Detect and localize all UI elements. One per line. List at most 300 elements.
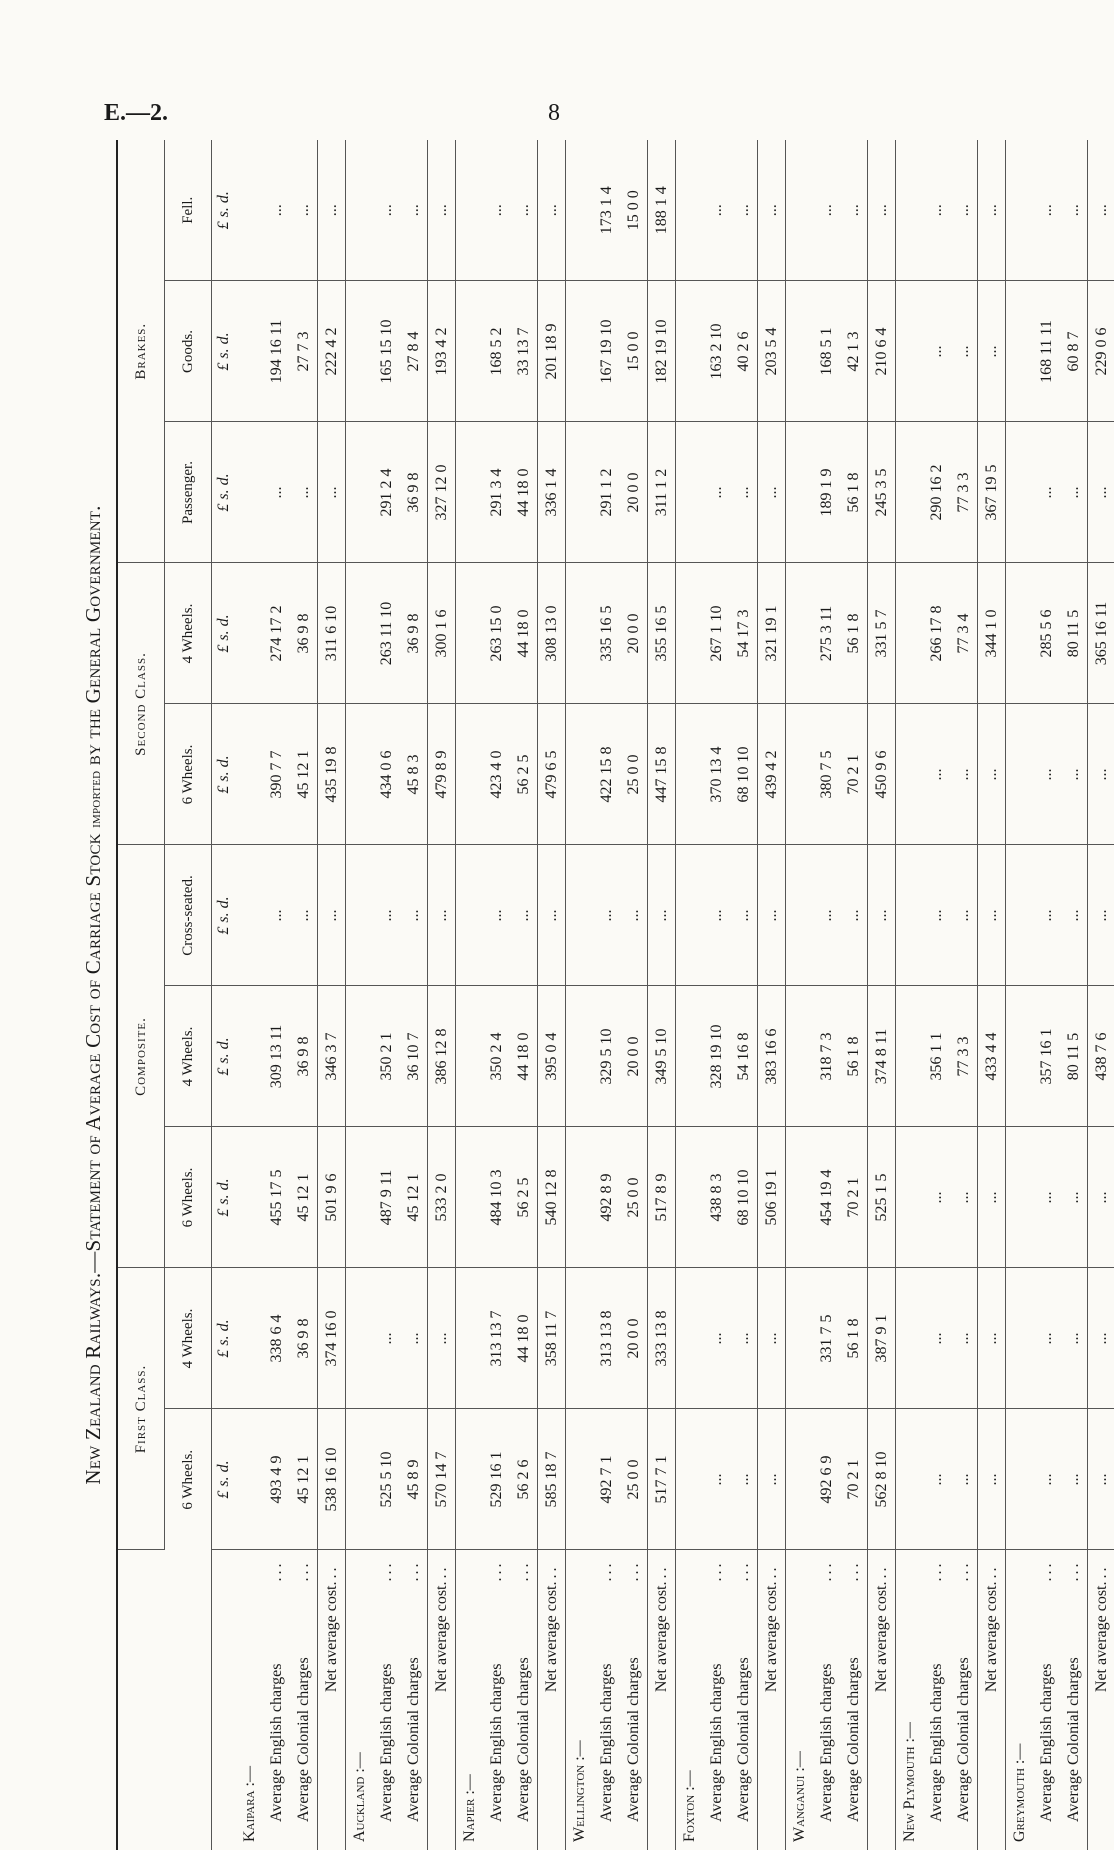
unit-row: [212, 140, 237, 1850]
value-cell: 36 9 8: [400, 422, 428, 563]
row-label: [840, 1550, 868, 1850]
value-cell: 492 8 9: [593, 1127, 620, 1268]
row-label: [1006, 1550, 1034, 1850]
charges-row: [923, 140, 950, 1850]
value-cell: 44 18 0: [510, 1268, 538, 1409]
value-cell: [236, 1127, 263, 1268]
value-cell: ...: [400, 1268, 428, 1409]
value-cell: ...: [400, 140, 428, 281]
value-cell: [1006, 1127, 1034, 1268]
railway-section-row: [236, 140, 263, 1850]
value-cell: ...: [483, 140, 510, 281]
value-cell: ...: [1033, 422, 1060, 563]
value-cell: ...: [703, 1409, 730, 1550]
value-cell: 370 13 4: [703, 704, 730, 845]
value-cell: [236, 1268, 263, 1409]
value-cell: [1006, 281, 1034, 422]
column-header: Fell.: [165, 140, 212, 281]
value-cell: ...: [1033, 1409, 1060, 1550]
row-label: [538, 1550, 566, 1850]
value-cell: [346, 1127, 374, 1268]
value-cell: 435 19 8: [318, 704, 346, 845]
value-cell: [346, 986, 374, 1127]
value-cell: 335 16 5: [593, 563, 620, 704]
value-cell: ...: [950, 1268, 978, 1409]
value-cell: [896, 281, 924, 422]
unit-cell: £ s. d.: [212, 704, 237, 845]
value-cell: [346, 422, 374, 563]
unit-cell: £ s. d.: [212, 1409, 237, 1550]
charges-row: [593, 140, 620, 1850]
value-cell: 274 17 2: [263, 563, 290, 704]
value-cell: [786, 1409, 814, 1550]
value-cell: 355 16 5: [648, 563, 676, 704]
value-cell: [676, 422, 704, 563]
value-cell: 201 18 9: [538, 281, 566, 422]
row-label: [236, 1550, 263, 1850]
value-cell: ...: [978, 1268, 1006, 1409]
value-cell: 291 2 4: [373, 422, 400, 563]
value-cell: [236, 563, 263, 704]
value-cell: [1006, 1409, 1034, 1550]
value-cell: 56 1 8: [840, 422, 868, 563]
value-cell: 300 1 6: [428, 563, 456, 704]
row-label: [758, 1550, 786, 1850]
row-label-text: Average Colonial charges: [405, 1657, 422, 1822]
row-label: [1060, 1550, 1088, 1850]
value-cell: 15 0 0: [620, 140, 648, 281]
value-cell: ...: [758, 422, 786, 563]
row-label-text: Average Colonial charges: [515, 1657, 532, 1822]
value-cell: ...: [373, 1268, 400, 1409]
value-cell: 434 0 6: [373, 704, 400, 845]
value-cell: ...: [290, 845, 318, 986]
row-label: [648, 1550, 676, 1850]
value-cell: [346, 1409, 374, 1550]
value-cell: [1006, 704, 1034, 845]
value-cell: 350 2 4: [483, 986, 510, 1127]
value-cell: ...: [978, 1127, 1006, 1268]
row-label: [676, 1550, 704, 1850]
value-cell: 210 6 4: [868, 281, 896, 422]
value-cell: 517 8 9: [648, 1127, 676, 1268]
leader-dots: ...: [515, 1557, 533, 1582]
value-cell: 525 5 10: [373, 1409, 400, 1550]
value-cell: 54 17 3: [730, 563, 758, 704]
value-cell: [346, 1268, 374, 1409]
value-cell: [676, 986, 704, 1127]
value-cell: 422 15 8: [593, 704, 620, 845]
value-cell: ...: [1060, 1127, 1088, 1268]
charges-row: [373, 140, 400, 1850]
value-cell: [456, 986, 484, 1127]
value-cell: 33 13 7: [510, 281, 538, 422]
value-cell: 36 9 8: [290, 1268, 318, 1409]
net-cost-row: [648, 140, 676, 1850]
value-cell: ...: [923, 1268, 950, 1409]
value-cell: [236, 422, 263, 563]
statement-title: [70, 140, 116, 1850]
value-cell: 357 16 1: [1033, 986, 1060, 1127]
leader-dots: ...: [653, 1561, 671, 1586]
railway-section-row: [566, 140, 594, 1850]
row-label: [483, 1550, 510, 1850]
value-cell: ...: [318, 422, 346, 563]
value-cell: [456, 422, 484, 563]
row-label-text: Average Colonial charges: [735, 1657, 752, 1822]
charges-row: [510, 140, 538, 1850]
row-label-text: Average English charges: [268, 1664, 285, 1822]
charges-row: [1060, 140, 1088, 1850]
leader-dots: ...: [405, 1557, 423, 1582]
value-cell: ...: [263, 845, 290, 986]
row-label: [593, 1550, 620, 1850]
value-cell: 585 18 7: [538, 1409, 566, 1550]
value-cell: 36 10 7: [400, 986, 428, 1127]
value-cell: 45 12 1: [290, 1127, 318, 1268]
value-cell: ...: [1088, 1268, 1114, 1409]
value-cell: 45 12 1: [290, 704, 318, 845]
value-cell: [456, 845, 484, 986]
value-cell: 263 11 10: [373, 563, 400, 704]
value-cell: 25 0 0: [620, 1127, 648, 1268]
value-cell: [456, 1268, 484, 1409]
leader-dots: ...: [323, 1561, 341, 1586]
value-cell: [566, 140, 594, 281]
value-cell: ...: [923, 1409, 950, 1550]
value-cell: ...: [318, 845, 346, 986]
value-cell: [346, 845, 374, 986]
report-code: E.—2.: [104, 100, 168, 127]
title-imported: imported: [88, 771, 104, 828]
value-cell: ...: [538, 845, 566, 986]
row-label: [868, 1550, 896, 1850]
row-label: [730, 1550, 758, 1850]
value-cell: 27 8 4: [400, 281, 428, 422]
value-cell: 328 19 10: [703, 986, 730, 1127]
net-cost-row: [868, 140, 896, 1850]
value-cell: ...: [840, 140, 868, 281]
value-cell: [236, 845, 263, 986]
value-cell: [236, 986, 263, 1127]
value-cell: ...: [1060, 704, 1088, 845]
value-cell: ...: [1060, 140, 1088, 281]
value-cell: 447 15 8: [648, 704, 676, 845]
value-cell: 365 16 11: [1088, 563, 1114, 704]
value-cell: ...: [510, 845, 538, 986]
row-label: [346, 1550, 374, 1850]
value-cell: 68 10 10: [730, 704, 758, 845]
value-cell: [566, 422, 594, 563]
row-label: [813, 1550, 840, 1850]
value-cell: 291 1 2: [593, 422, 620, 563]
value-cell: 438 7 6: [1088, 986, 1114, 1127]
row-label: [1088, 1550, 1114, 1850]
value-cell: 492 7 1: [593, 1409, 620, 1550]
net-cost-row: [428, 140, 456, 1850]
value-cell: 540 12 8: [538, 1127, 566, 1268]
railway-section-row: [676, 140, 704, 1850]
value-cell: [786, 563, 814, 704]
value-cell: 167 19 10: [593, 281, 620, 422]
value-cell: 44 18 0: [510, 986, 538, 1127]
value-cell: [236, 704, 263, 845]
leader-dots: ...: [763, 1561, 781, 1586]
group-header-brakes: Brakes.: [117, 140, 165, 563]
value-cell: 54 16 8: [730, 986, 758, 1127]
title-main: —Statement of Average Cost of Carriage Stock: [81, 833, 105, 1272]
value-cell: 395 0 4: [538, 986, 566, 1127]
value-cell: [236, 140, 263, 281]
value-cell: ...: [1088, 845, 1114, 986]
row-label: [950, 1550, 978, 1850]
value-cell: 15 0 0: [620, 281, 648, 422]
value-cell: [236, 281, 263, 422]
row-label-text: Net average cost: [543, 1586, 560, 1693]
value-cell: ...: [428, 140, 456, 281]
value-cell: ...: [868, 140, 896, 281]
value-cell: ...: [758, 140, 786, 281]
value-cell: [346, 281, 374, 422]
value-cell: 344 1 0: [978, 563, 1006, 704]
column-header: 6 Wheels.: [165, 704, 212, 845]
value-cell: [456, 563, 484, 704]
value-cell: 455 17 5: [263, 1127, 290, 1268]
value-cell: ...: [290, 422, 318, 563]
value-cell: 36 9 8: [290, 986, 318, 1127]
value-cell: [456, 1127, 484, 1268]
value-cell: [566, 1409, 594, 1550]
value-cell: 70 2 1: [840, 1409, 868, 1550]
value-cell: ...: [758, 1268, 786, 1409]
value-cell: ...: [950, 1127, 978, 1268]
row-label: [703, 1550, 730, 1850]
value-cell: 189 1 9: [813, 422, 840, 563]
value-cell: 290 16 2: [923, 422, 950, 563]
unit-cell: £ s. d.: [212, 563, 237, 704]
leader-dots: ...: [598, 1557, 616, 1582]
value-cell: 517 7 1: [648, 1409, 676, 1550]
value-cell: [896, 1409, 924, 1550]
title-prefix: New Zealand Railways.: [81, 1273, 105, 1485]
row-label-text: Foxton :—: [681, 1770, 698, 1842]
value-cell: [346, 140, 374, 281]
value-cell: 36 9 8: [290, 563, 318, 704]
value-cell: 501 9 6: [318, 1127, 346, 1268]
column-header: 4 Wheels.: [165, 986, 212, 1127]
value-cell: 77 3 4: [950, 563, 978, 704]
row-label-text: Net average cost: [983, 1586, 1000, 1693]
value-cell: 36 9 8: [400, 563, 428, 704]
railway-section-row: [346, 140, 374, 1850]
charges-row: [813, 140, 840, 1850]
value-cell: ...: [290, 140, 318, 281]
value-cell: [786, 422, 814, 563]
unit-cell: £ s. d.: [212, 1268, 237, 1409]
value-cell: ...: [1088, 704, 1114, 845]
value-cell: 56 1 8: [840, 1268, 868, 1409]
value-cell: 56 2 6: [510, 1409, 538, 1550]
value-cell: [896, 563, 924, 704]
value-cell: [896, 140, 924, 281]
value-cell: 350 2 1: [373, 986, 400, 1127]
railway-section-row: [786, 140, 814, 1850]
value-cell: 487 9 11: [373, 1127, 400, 1268]
value-cell: [1006, 563, 1034, 704]
value-cell: 44 18 0: [510, 422, 538, 563]
group-header-second-class: Second Class.: [117, 563, 165, 845]
value-cell: ...: [263, 422, 290, 563]
value-cell: ...: [1033, 704, 1060, 845]
value-cell: 423 4 0: [483, 704, 510, 845]
leader-dots: ...: [543, 1561, 561, 1586]
value-cell: 163 2 10: [703, 281, 730, 422]
charges-row: [620, 140, 648, 1850]
value-cell: 387 9 1: [868, 1268, 896, 1409]
value-cell: 173 1 4: [593, 140, 620, 281]
leader-dots: ...: [433, 1561, 451, 1586]
value-cell: [346, 704, 374, 845]
value-cell: ...: [923, 704, 950, 845]
value-cell: 60 8 7: [1060, 281, 1088, 422]
railway-section-row: [896, 140, 924, 1850]
value-cell: [786, 845, 814, 986]
leader-dots: ...: [708, 1557, 726, 1582]
value-cell: ...: [1060, 1409, 1088, 1550]
row-label-text: Wanganui :—: [791, 1751, 808, 1842]
charges-row: [840, 140, 868, 1850]
net-cost-row: [1088, 140, 1114, 1850]
leader-dots: ...: [1038, 1557, 1056, 1582]
group-header-first-class: First Class.: [117, 1268, 165, 1550]
value-cell: 493 4 9: [263, 1409, 290, 1550]
value-cell: 308 13 0: [538, 563, 566, 704]
column-header: Goods.: [165, 281, 212, 422]
leader-dots: ...: [928, 1557, 946, 1582]
value-cell: ...: [978, 1409, 1006, 1550]
value-cell: [786, 704, 814, 845]
value-cell: ...: [1060, 845, 1088, 986]
row-label-text: Wellington :—: [571, 1740, 588, 1842]
value-cell: 311 6 10: [318, 563, 346, 704]
value-cell: ...: [978, 704, 1006, 845]
value-cell: 222 4 2: [318, 281, 346, 422]
value-cell: 168 11 11: [1033, 281, 1060, 422]
value-cell: ...: [1088, 140, 1114, 281]
value-cell: 165 15 10: [373, 281, 400, 422]
title-suffix: by the General Government.: [81, 505, 105, 765]
leader-dots: ...: [1093, 1561, 1111, 1586]
value-cell: 245 3 5: [868, 422, 896, 563]
value-cell: ...: [318, 140, 346, 281]
value-cell: 80 11 5: [1060, 986, 1088, 1127]
row-label-text: Net average cost: [323, 1586, 340, 1693]
value-cell: ...: [373, 845, 400, 986]
row-label: [290, 1550, 318, 1850]
value-cell: 331 7 5: [813, 1268, 840, 1409]
value-cell: 40 2 6: [730, 281, 758, 422]
charges-row: [400, 140, 428, 1850]
value-cell: [676, 281, 704, 422]
value-cell: 56 1 8: [840, 986, 868, 1127]
unit-label-cell: [212, 1550, 237, 1850]
row-label: [428, 1550, 456, 1850]
value-cell: 20 0 0: [620, 422, 648, 563]
value-cell: ...: [978, 140, 1006, 281]
row-label-text: Net average cost: [653, 1586, 670, 1693]
value-cell: ...: [950, 845, 978, 986]
unit-cell: £ s. d.: [212, 281, 237, 422]
value-cell: ...: [1033, 845, 1060, 986]
value-cell: ...: [538, 140, 566, 281]
value-cell: ...: [950, 140, 978, 281]
value-cell: [676, 1268, 704, 1409]
row-label-text: Average Colonial charges: [295, 1657, 312, 1822]
row-label: [923, 1550, 950, 1850]
value-cell: ...: [950, 1409, 978, 1550]
value-cell: ...: [400, 845, 428, 986]
cost-table: [116, 140, 1114, 1850]
column-header: 6 Wheels.: [165, 1127, 212, 1268]
value-cell: ...: [923, 1127, 950, 1268]
leader-dots: ...: [378, 1557, 396, 1582]
leader-dots: ...: [488, 1557, 506, 1582]
value-cell: [456, 1409, 484, 1550]
value-cell: 45 12 1: [400, 1127, 428, 1268]
value-cell: 203 5 4: [758, 281, 786, 422]
value-cell: 182 19 10: [648, 281, 676, 422]
value-cell: ...: [1088, 1409, 1114, 1550]
value-cell: 338 6 4: [263, 1268, 290, 1409]
value-cell: ...: [1060, 422, 1088, 563]
value-cell: 383 16 6: [758, 986, 786, 1127]
value-cell: [896, 986, 924, 1127]
value-cell: ...: [1060, 1268, 1088, 1409]
charges-row: [703, 140, 730, 1850]
railway-section-row: [456, 140, 484, 1850]
value-cell: 25 0 0: [620, 1409, 648, 1550]
value-cell: ...: [703, 140, 730, 281]
value-cell: ...: [730, 1268, 758, 1409]
value-cell: ...: [428, 845, 456, 986]
leader-dots: ...: [818, 1557, 836, 1582]
value-cell: ...: [263, 140, 290, 281]
value-cell: ...: [840, 845, 868, 986]
value-cell: 318 7 3: [813, 986, 840, 1127]
value-cell: 433 4 4: [978, 986, 1006, 1127]
value-cell: 229 0 6: [1088, 281, 1114, 422]
value-cell: [896, 422, 924, 563]
row-label: [786, 1550, 814, 1850]
row-label-text: Average English charges: [818, 1664, 835, 1822]
value-cell: 168 5 2: [483, 281, 510, 422]
value-cell: [786, 281, 814, 422]
railway-section-row: [1006, 140, 1034, 1850]
leader-dots: ...: [268, 1557, 286, 1582]
row-label-text: Average Colonial charges: [845, 1657, 862, 1822]
row-label: [896, 1550, 924, 1850]
value-cell: [236, 1409, 263, 1550]
value-cell: 56 2 5: [510, 704, 538, 845]
leader-dots: ...: [955, 1557, 973, 1582]
value-cell: ...: [510, 140, 538, 281]
row-label-text: New Plymouth :—: [901, 1722, 918, 1842]
value-cell: ...: [1033, 1127, 1060, 1268]
value-cell: ...: [758, 845, 786, 986]
row-label-text: Average Colonial charges: [1065, 1657, 1082, 1822]
value-cell: 492 6 9: [813, 1409, 840, 1550]
charges-row: [290, 140, 318, 1850]
